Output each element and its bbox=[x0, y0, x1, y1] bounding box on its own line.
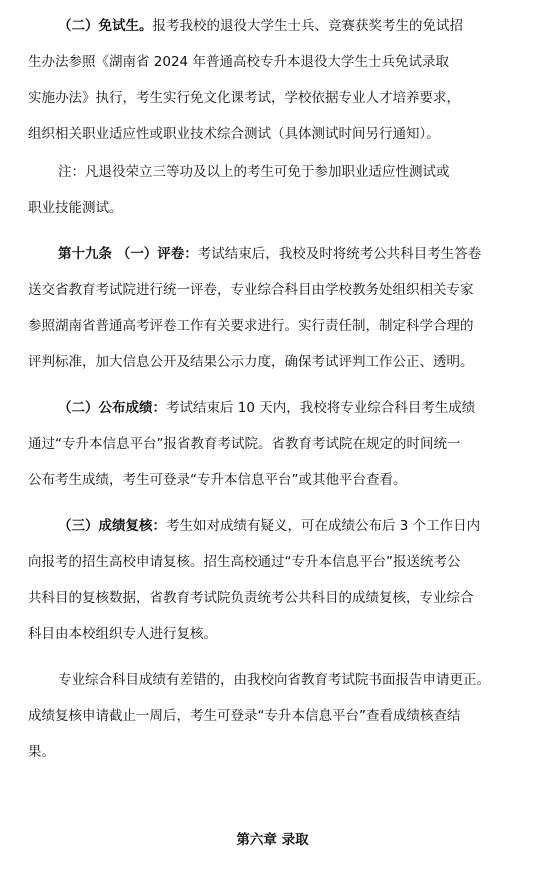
paragraph-text: 考试结束后 10 天内，我校将专业综合科目考生成绩 bbox=[166, 400, 476, 416]
paragraph-line: 共科目的复核数据，省教育考试院负责统考公共科目的成绩复核，专业综合 bbox=[28, 590, 474, 606]
paragraph-line: 通过“专升本信息平台”报省教育考试院。省教育考试院在规定的时间统一 bbox=[28, 436, 461, 452]
paragraph-line: 实施办法》执行，考生实行免文化课考试，学校依据专业人才培养要求， bbox=[28, 90, 460, 106]
article-lead: 第十九条 （一）评卷： bbox=[58, 246, 198, 262]
note-line: 注：凡退役荣立三等功及以上的考生可免于参加职业适应性测试或 bbox=[58, 164, 450, 180]
paragraph-line: 果。 bbox=[28, 744, 55, 760]
paragraph-text: 报考我校的退役大学生士兵、竞赛获奖考生的免试招 bbox=[152, 18, 463, 34]
paragraph-line: 成绩复核申请截止一周后，考生可登录“专升本信息平台”查看成绩核查结 bbox=[28, 708, 461, 724]
paragraph-line bbox=[58, 398, 475, 418]
section-lead: （二）免试生。 bbox=[58, 18, 153, 34]
paragraph-line: 送交省教育考试院进行统一评卷，专业综合科目由学校教务处组织相关专家 bbox=[28, 282, 474, 298]
section-lead: （三）成绩复核： bbox=[58, 518, 166, 534]
paragraph-line: 生办法参照《湖南省 2024 年普通高校专升本退役大学生士兵免试录取 bbox=[28, 54, 449, 70]
paragraph-line: 专业综合科目成绩有差错的，由我校向省教育考试院书面报告申请更正。 bbox=[58, 672, 490, 688]
paragraph-line bbox=[58, 16, 463, 36]
paragraph-line: 公布考生成绩，考生可登录“专升本信息平台”或其他平台查看。 bbox=[28, 472, 407, 488]
paragraph-line: 组织相关职业适应性或职业技术综合测试（具体测试时间另行通知）。 bbox=[28, 126, 440, 142]
paragraph-line: 向报考的招生高校申请复核。招生高校通过“专升本信息平台”报送统考公 bbox=[28, 554, 461, 570]
paragraph-line: 科目由本校组织专人进行复核。 bbox=[28, 626, 217, 642]
section-lead: （二）公布成绩： bbox=[58, 400, 166, 416]
paragraph-text: 考试结束后，我校及时将统考公共科目考生答卷 bbox=[197, 246, 482, 262]
paragraph-text: 考生如对成绩有疑义，可在成绩公布后 3 个工作日内 bbox=[166, 518, 481, 534]
paragraph-line bbox=[58, 516, 480, 536]
paragraph-line: 评判标准，加大信息公开及结果公示力度，确保考试评判工作公正、透明。 bbox=[28, 354, 474, 370]
chapter-title: 第六章 录取 bbox=[236, 832, 309, 848]
note-line: 职业技能测试。 bbox=[28, 200, 123, 216]
paragraph-line bbox=[58, 244, 481, 264]
paragraph-line: 参照湖南省普通高考评卷工作有关要求进行。实行责任制，制定科学合理的 bbox=[28, 318, 474, 334]
